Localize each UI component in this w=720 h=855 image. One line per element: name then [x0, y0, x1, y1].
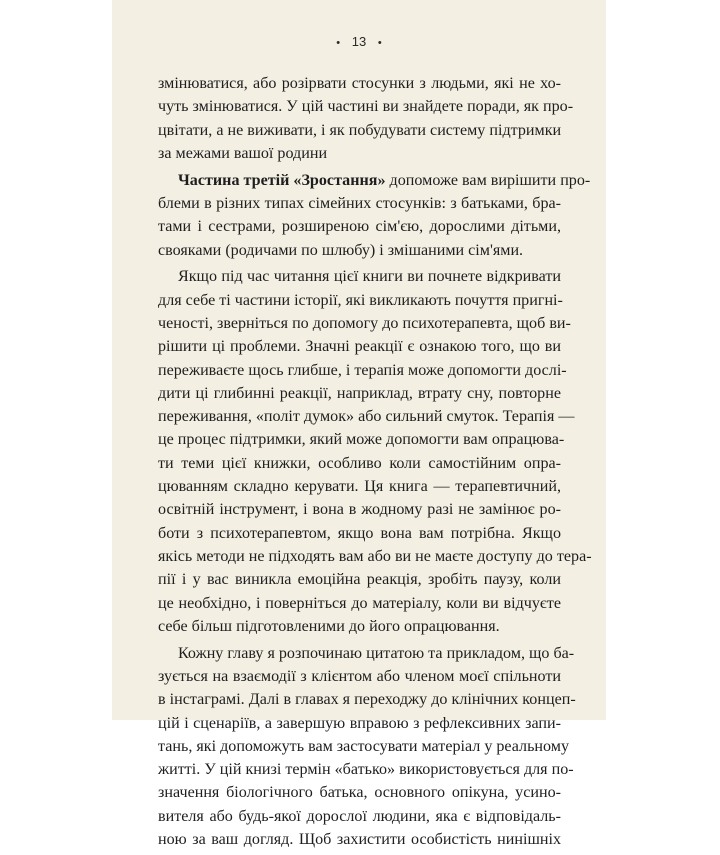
bold-heading-text: Частина третій «Зростання»	[178, 171, 386, 189]
paragraph	[158, 72, 574, 165]
text-line	[158, 615, 561, 638]
text-line	[158, 119, 561, 142]
line-text: боти з психотерапевтом, якщо вона вам потрібна. Якщо	[158, 524, 561, 542]
text-line	[158, 428, 565, 451]
line-text: цюванням складно керувати. Ця книга — терапевтичний,	[158, 478, 561, 496]
book-page	[112, 0, 606, 848]
text-line	[158, 265, 561, 288]
line-text: це процес підтримки, який може допомогти вам опрацюва-	[158, 431, 565, 449]
text-line	[158, 312, 571, 335]
text-line	[158, 239, 561, 262]
text-line	[158, 642, 575, 665]
line-text: переживання, «політ думок» або сильний смуток. Терапія —	[158, 408, 575, 426]
page-number-header	[112, 34, 606, 49]
text-line	[158, 192, 561, 215]
line-text: Якщо під час читання цієї книги ви почнете відкривати	[178, 268, 561, 286]
text-line	[158, 215, 561, 238]
line-text: ною за ваш догляд. Щоб захистити особистість нинішніх	[158, 831, 561, 848]
text-line	[158, 289, 561, 312]
line-text: в інстаграмі. Далі в главах я переходжу до клінічних концеп-	[158, 691, 576, 709]
text-line	[158, 781, 561, 804]
line-text: пії і у вас виникла емоційна реакція, зробіть паузу, коли	[158, 571, 561, 589]
line-text: тами і сестрами, розширеною сім'єю, дорослими дітьми,	[158, 218, 561, 236]
line-text: ти теми цієї книжки, особливо коли самостійним опра-	[158, 454, 561, 472]
line-text: зується на взаємодії з клієнтом або членом моєї спільноти	[158, 667, 561, 685]
text-line	[158, 142, 561, 165]
paragraph	[158, 169, 591, 262]
line-text: дити ці глибинні реакції, наприклад, втрату сну, повторне	[158, 384, 561, 402]
text-line	[158, 735, 570, 758]
line-text: якісь методи не підходять вам або ви не маєте доступу до тера-	[158, 547, 592, 565]
text-line	[158, 169, 591, 192]
line-text: переживаєте щось глибше, і терапія може допомогти дослі-	[158, 361, 567, 379]
text-line	[158, 758, 574, 781]
paragraph	[158, 265, 592, 638]
line-text: блеми в різних типах сімейних стосунків: з батьками, бра-	[158, 194, 561, 212]
text-line	[158, 405, 575, 428]
text-line	[158, 665, 561, 688]
text-line	[158, 95, 574, 118]
line-text: за межами вашої родини	[158, 144, 328, 162]
page-number: 13	[351, 34, 367, 49]
line-text: освітній інструмент, і вона в жодному разі не замінює ро-	[158, 501, 561, 519]
page-number-dot-right: •	[377, 37, 382, 49]
line-text: це необхідно, і поверніться до матеріалу, коли ви відчуєте	[158, 594, 561, 612]
line-text: змінюватися, або розірвати стосунки з людьми, які не хо-	[158, 75, 561, 92]
text-line	[158, 359, 567, 382]
line-text: себе більш підготовленими до його опрацювання.	[158, 617, 500, 635]
text-line	[158, 72, 561, 95]
line-text: цій і сценаріїв, а завершую вправою з рефлексивних запи-	[158, 714, 561, 732]
text-line	[158, 452, 561, 475]
text-line	[158, 805, 561, 828]
line-text: для себе ті частини історії, які викликають почуття пригні-	[158, 291, 563, 309]
text-line	[158, 592, 561, 615]
line-text: свояками (родичами по шлюбу) і змішаними сім'ями.	[158, 241, 524, 259]
text-line	[158, 712, 561, 735]
paragraph	[158, 642, 576, 852]
line-text: ченості, зверніться по допомогу до психотерапевта, щоб ви-	[158, 314, 571, 332]
line-text: тань, які допоможуть вам застосувати матеріал у реальному	[158, 737, 570, 755]
body-text	[158, 72, 592, 855]
page-number-dot-left: •	[336, 37, 341, 49]
line-text: значення біологічного батька, основного опікуна, усино-	[158, 784, 561, 802]
line-text: житті. У цій книзі термін «батько» використовується для по-	[158, 761, 574, 779]
text-line	[158, 688, 576, 711]
text-line	[158, 545, 592, 568]
text-line	[158, 568, 561, 591]
line-text: цвітати, а не виживати, і як побудувати систему підтримки	[158, 121, 562, 139]
line-text: рішити ці проблеми. Значні реакції є ознакою того, що ви	[158, 338, 561, 356]
text-line	[158, 828, 561, 851]
line-text: чуть змінюватися. У цій частині ви знайдете поради, як про-	[158, 98, 574, 116]
line-text: Кожну главу я розпочинаю цитатою та прикладом, що ба-	[178, 644, 575, 662]
line-text: вителя або будь-якої дорослої людини, яка є відповідаль-	[158, 807, 561, 825]
text-line	[158, 522, 561, 545]
text-line	[158, 335, 561, 358]
line-text: допоможе вам вирішити про-	[385, 171, 591, 189]
text-line	[158, 382, 561, 405]
text-line	[158, 498, 561, 521]
text-line	[158, 475, 561, 498]
